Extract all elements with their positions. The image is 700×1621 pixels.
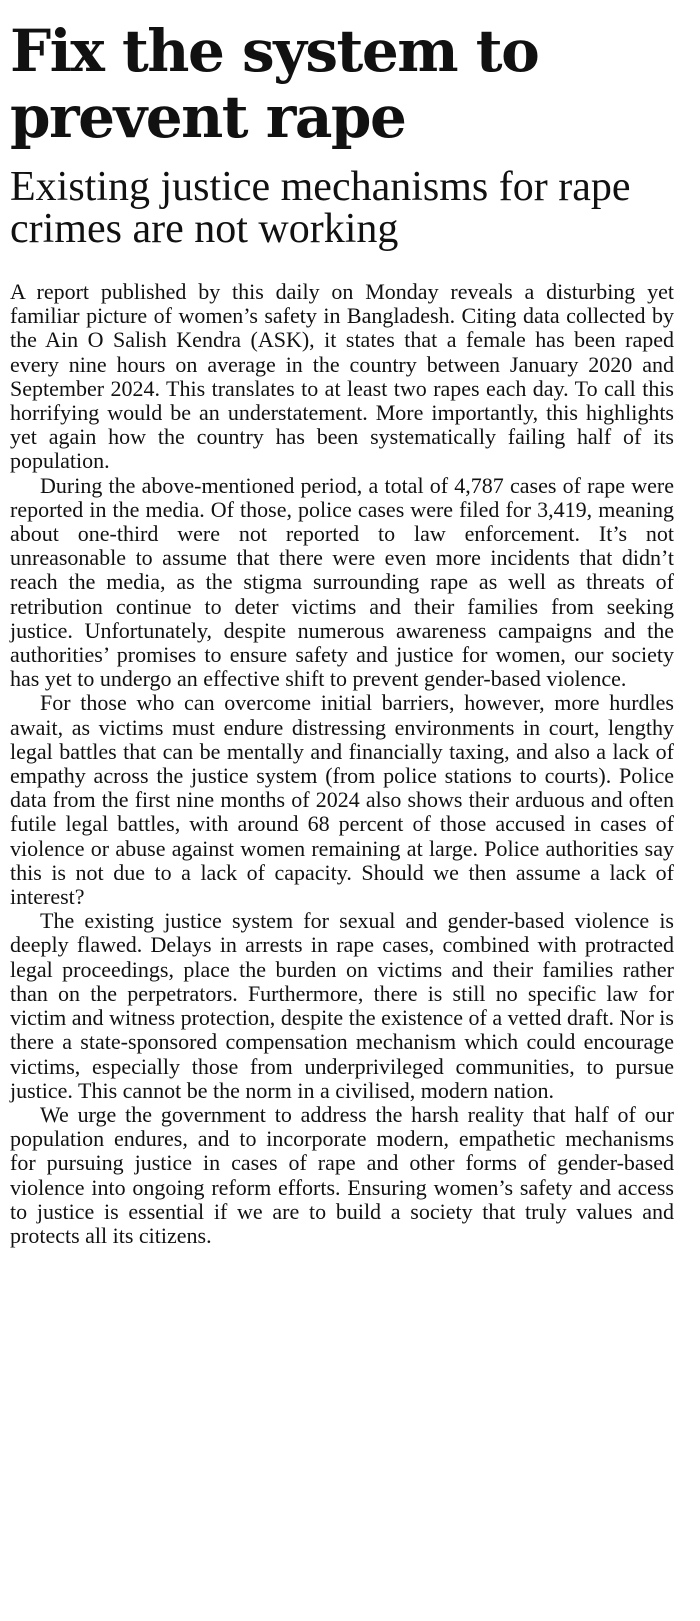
paragraph-1: A report published by this daily on Monday reveals a disturbing yet familiar picture of women’s safety in Bangladesh. Citing data collected by the Ain O Salish Kendra (ASK), it states that a female has been raped every nine hours on average in the country between January 2020 and September 2024. This translates to at least two rapes each day. To call this horrifying would be an understatement. More importantly, this highlights yet again how the country has been systematically failing half of its population. xyxy=(10,279,674,474)
paragraph-3: For those who can overcome initial barriers, however, more hurdles await, as victims must endure distressing environments in court, lengthy legal battles that can be mentally and financially taxing, and also a lack of empathy across the justice system (from police stations to courts). Police data from the first nine months of 2024 also shows their arduous and often futile legal battles, with around 68 percent of those accused in cases of violence or abuse against women remaining at large. Police authorities say this is not due to a lack of capacity. Should we then assume a lack of interest? xyxy=(10,690,674,910)
paragraph-5: We urge the government to address the harsh reality that half of our population endures, and to incorporate modern, empathetic mechanisms for pursuing justice in cases of rape and other forms of gender-based violence into ongoing reform efforts. Ensuring women’s safety and access to justice is essential if we are to build a society that truly values and protects all its citizens. xyxy=(10,1101,674,1248)
article-body xyxy=(10,280,674,1248)
subheadline: Existing justice mechanisms for rape crimes are not working xyxy=(10,164,631,252)
paragraph-2: During the above-mentioned period, a total of 4,787 cases of rape were reported in the media. Of those, police cases were filed for 3,419, meaning about one-third were not reported to law enforcement. It’s not unreasonable to assume that there were even more incidents that didn’t reach the media, as the stigma surrounding rape as well as threats of retribution continue to deter victims and their families from seeking justice. Unfortunately, despite numerous awareness campaigns and the authorities’ promises to ensure safety and justice for women, our society has yet to undergo an effective shift to prevent gender-based violence. xyxy=(10,472,674,692)
headline: Fix the system to prevent rape xyxy=(10,17,539,151)
paragraph-4: The existing justice system for sexual and gender-based violence is deeply flawed. Delays in arrests in rape cases, combined with protracted legal proceedings, place the burden on victims and their families rather than on the perpetrators. Furthermore, there is still no specific law for victim and witness protection, despite the existence of a vetted draft. Nor is there a state-sponsored compensation mechanism which could encourage victims, especially those from underprivileged communities, to pursue justice. This cannot be the norm in a civilised, modern nation. xyxy=(10,908,674,1103)
